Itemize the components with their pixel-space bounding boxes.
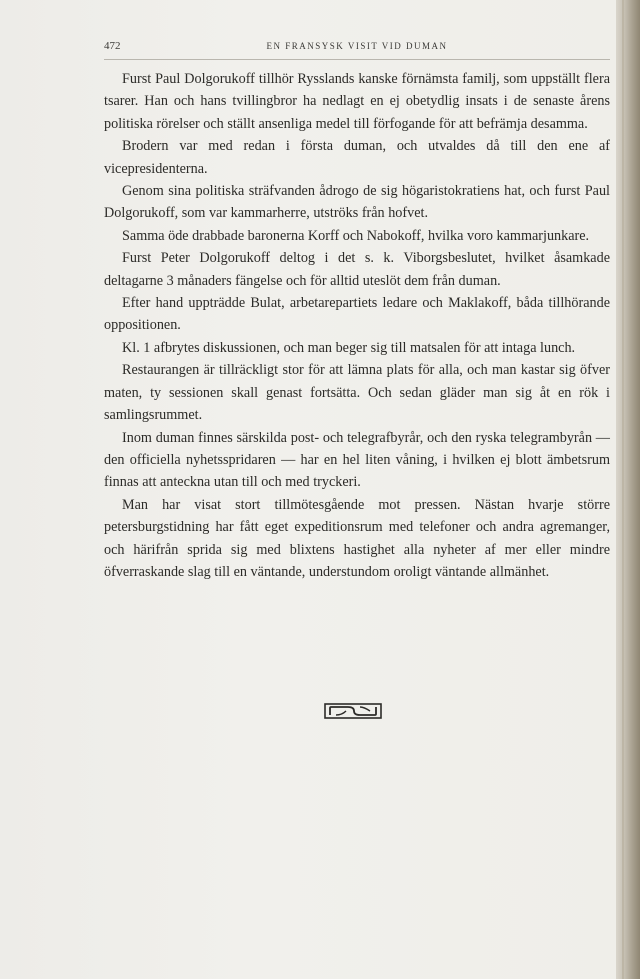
paragraph: Furst Peter Dolgorukoff deltog i det s. k. Viborgsbeslutet, hvilket åsamkade deltagarne 3 månaders fängelse och för alltid uteslöt dem från duman. <box>104 250 610 289</box>
header-rule <box>104 59 610 60</box>
page-edge <box>616 0 640 979</box>
paragraph: Genom sina politiska sträfvanden ådrogo de sig högaristokratiens hat, och furst Paul Dolgorukoff, som var kammarherre, utströks från hofvet. <box>104 183 610 222</box>
paragraph: Brodern var med redan i första duman, och utvaldes då till den ene af vicepresidenterna. <box>104 138 610 177</box>
paragraph: Efter hand uppträdde Bulat, arbetarepartiets ledare och Maklakoff, båda tillhörande oppositionen. <box>104 295 610 334</box>
paragraph: Man har visat stort tillmötesgående mot pressen. Nästan hvarje större petersburgstidning har fått eget expeditionsrum med telefoner och andra agremanger, och härifrån sprida sig med blixtens hastighet alla nyheter af mer eller mindre öfverraskande slag till en väntande, understundom oroligt väntande allmänhet. <box>104 496 610 580</box>
paragraph: Inom duman finnes särskilda post- och telegrafbyrår, och den ryska telegrambyrån — den officiella nyhetsspridaren — har en hel liten våning, i hvilken ej blott ämbetsrum finnas att anteckna utan till och med tryckeri. <box>104 429 610 491</box>
paragraph: Samma öde drabbade baronerna Korff och Nabokoff, hvilka voro kammarjunkare. <box>122 227 590 244</box>
page-number: 472 <box>104 40 121 52</box>
body-text <box>104 68 610 583</box>
paragraph: Restaurangen är tillräckligt stor för att lämna plats för alla, och man kastar sig öfver maten, ty sessionen skall genast fortsätta. Och sedan gläder man sig åt en rök i samlingsrummet. <box>104 362 610 424</box>
paragraph: Kl. 1 afbrytes diskussionen, och man beger sig till matsalen för att intaga lunch. <box>122 339 576 356</box>
end-ornament-icon <box>324 703 382 719</box>
paragraph: Furst Paul Dolgorukoff tillhör Rysslands kanske förnämsta familj, som uppställt flera tsarer. Han och hans tvillingbror ha nedlagt en ej obetydlig insats i de senaste årens politiska rörelser och ställt ansenliga medel till förfogande för att befrämja desamma. <box>104 71 610 132</box>
running-title: EN FRANSYSK VISIT VID DUMAN <box>266 41 448 51</box>
running-head <box>104 40 610 60</box>
